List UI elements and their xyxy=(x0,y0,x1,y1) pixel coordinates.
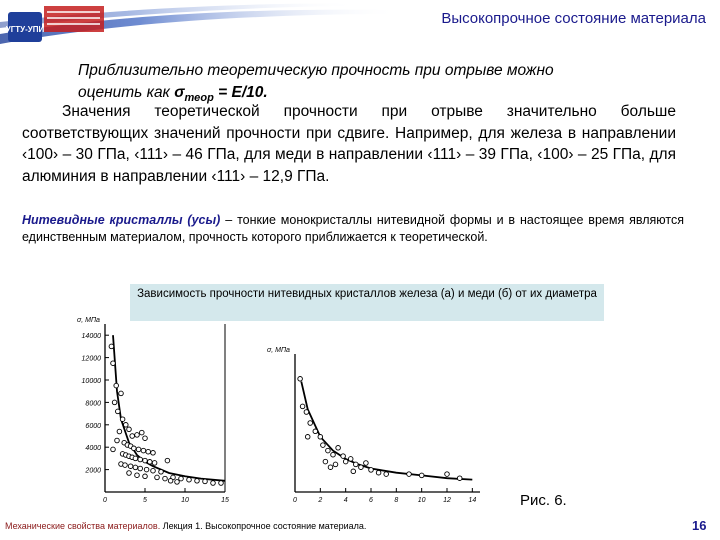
plot2-data-point xyxy=(359,465,364,470)
plot2-x-tick-label: 12 xyxy=(443,497,451,504)
formula-line2-prefix: оценить как xyxy=(78,84,175,101)
plot2-data-point xyxy=(351,469,356,474)
slide-title: Высокопрочное состояние материала xyxy=(441,10,706,27)
plot2-data-point xyxy=(326,448,331,453)
whiskers-term: Нитевидные кристаллы (усы) xyxy=(22,213,221,227)
footer-course: Механические свойства материалов. xyxy=(5,521,161,531)
plot1-data-point xyxy=(111,361,116,366)
plot1-data-point xyxy=(115,438,120,443)
plot1-data-point xyxy=(165,458,170,463)
figure-plots xyxy=(60,310,480,525)
svg-text:УГТУ-УПИ: УГТУ-УПИ xyxy=(6,25,45,34)
plot1-y-tick-label: 10000 xyxy=(81,378,101,385)
plot1-data-point xyxy=(112,400,117,405)
plot1-data-point xyxy=(151,451,156,456)
plot2-data-point xyxy=(354,462,359,467)
plot2-data-point xyxy=(331,452,336,457)
plot1-data-point xyxy=(140,430,145,435)
plot1-data-point xyxy=(155,475,160,480)
plot2-x-tick-label: 14 xyxy=(468,497,477,504)
plot1-data-point xyxy=(120,417,125,422)
paragraph1-text: Значения теоретической прочности при отрыве значительно больше соответствующих значений прочности при сдвиге. Например, для железа в направлении ‹100› – 30 ГПа, ‹111› – 46 ГПа, для меди в направлении ‹111› – 39 ГПа, ‹100› – 25 ГПа, для алюминия в направлении ‹111› – 12,9 ГПа. xyxy=(22,103,676,185)
plot1-y-label: σ, МПа xyxy=(77,317,100,324)
plot1-data-point xyxy=(163,476,168,481)
plot2-data-point xyxy=(341,454,346,459)
plot2-data-point xyxy=(348,457,353,462)
plot1-data-point xyxy=(114,383,119,388)
plot1-data-point xyxy=(152,461,157,466)
plot1-data-point xyxy=(138,466,143,471)
plot2-x-tick-label: 10 xyxy=(417,497,426,504)
formula-line2-suffix: = E/10. xyxy=(213,84,268,101)
plot1-data-point xyxy=(116,409,121,414)
plot1-x-tick-label: 0 xyxy=(103,497,107,504)
plot1-data-point xyxy=(151,468,156,473)
plot2-data-point xyxy=(384,472,389,477)
plot2-data-point xyxy=(457,476,462,481)
plot2-data-point xyxy=(300,404,305,409)
plot1-data-point xyxy=(159,470,164,475)
plot2-data-point xyxy=(445,472,450,477)
plot2-x-tick-label: 6 xyxy=(369,497,373,504)
plot1-x-tick-label: 5 xyxy=(143,497,147,504)
plot1-data-point xyxy=(187,477,192,482)
plot2-data-point xyxy=(298,377,303,382)
plot1-data-point xyxy=(168,479,173,484)
plot2-data-point xyxy=(305,435,310,440)
page-number: 16 xyxy=(692,518,707,533)
figure-label: Рис. 6. xyxy=(520,492,567,509)
plot1-data-point xyxy=(179,476,184,481)
plot1-y-tick-label: 4000 xyxy=(85,445,101,453)
plot2-x-tick-label: 2 xyxy=(318,497,323,504)
plot1-data-point xyxy=(123,463,128,468)
plot1-y-tick-label: 12000 xyxy=(81,355,101,363)
plot1-x-tick-label: 15 xyxy=(221,497,229,504)
plot2-data-point xyxy=(364,461,369,466)
plot1-data-point xyxy=(133,465,138,470)
plot2-data-point xyxy=(308,421,313,426)
plot1-data-point xyxy=(143,474,148,479)
plot1-data-point xyxy=(133,456,138,461)
plot1-y-tick-label: 8000 xyxy=(85,400,101,408)
plot2-fit-curve xyxy=(301,382,472,480)
formula-line1: Приблизительно теоретическую прочность при отрыве можно xyxy=(78,62,554,79)
plot1-data-point xyxy=(127,427,132,432)
plot1-y-tick-label: 6000 xyxy=(85,422,101,430)
plot1-data-point xyxy=(132,446,137,451)
sigma-subscript: теор xyxy=(184,92,214,105)
plot1-data-point xyxy=(138,457,143,462)
plot1-data-point xyxy=(135,433,140,438)
plot1-data-point xyxy=(144,467,149,472)
plot2-y-label: σ, МПа xyxy=(267,347,290,354)
plot1-data-point xyxy=(195,479,200,484)
plot1-data-point xyxy=(111,447,116,452)
plot1-data-point xyxy=(141,448,146,453)
plot2-data-point xyxy=(313,429,318,434)
plot1-data-point xyxy=(175,480,180,485)
plot1-data-point xyxy=(143,436,148,441)
plot1-data-point xyxy=(148,460,153,465)
plot2-data-point xyxy=(318,435,323,440)
plot1-data-point xyxy=(124,423,129,428)
sigma-symbol: σ xyxy=(174,84,185,101)
plot1-data-point xyxy=(211,481,216,486)
plot2-data-point xyxy=(376,470,381,475)
plot2-data-point xyxy=(336,446,341,451)
plot1-data-point xyxy=(146,449,151,454)
plot1-data-point xyxy=(127,471,132,476)
plot2-data-point xyxy=(304,410,309,415)
plot2-data-point xyxy=(333,462,338,467)
footer-lecture: Лекция 1. Высокопрочное состояние материала. xyxy=(160,521,367,531)
figure-caption: Зависимость прочности нитевидных кристаллов железа (а) и меди (б) от их диаметра xyxy=(130,284,604,321)
plot2-data-point xyxy=(328,465,333,470)
plot1-data-point xyxy=(219,481,224,486)
footer xyxy=(5,521,366,531)
plot2-data-point xyxy=(323,459,328,464)
whiskers-text: – тонкие монокристаллы нитевидной формы и в настоящее время являются единственным материалом, прочность которого приближается к теоретической. xyxy=(22,213,684,244)
plot1-data-point xyxy=(135,473,140,478)
plot1-data-point xyxy=(136,447,141,452)
plot2-data-point xyxy=(343,459,348,464)
plot2-data-point xyxy=(407,472,412,477)
plot2-data-point xyxy=(321,443,326,448)
plot1-data-point xyxy=(143,458,148,463)
plot1-data-point xyxy=(117,429,122,434)
paragraph-theoretical-strength xyxy=(22,101,676,187)
paragraph-whiskers xyxy=(22,212,684,246)
plot2-data-point xyxy=(419,473,424,478)
university-logo xyxy=(6,2,106,52)
plot1-data-point xyxy=(203,479,208,484)
plot1-x-tick-label: 10 xyxy=(181,497,189,504)
plot1-data-point xyxy=(128,464,133,469)
plot1-y-tick-label: 14000 xyxy=(81,333,101,341)
plot1-data-point xyxy=(130,434,135,439)
plot1-data-point xyxy=(119,391,124,396)
plot2-data-point xyxy=(369,468,374,473)
plot1-data-point xyxy=(109,344,114,349)
plot2-x-tick-label: 8 xyxy=(394,497,399,504)
plot2-x-tick-label: 4 xyxy=(343,497,348,504)
plot1-y-tick-label: 2000 xyxy=(85,467,101,475)
plot2-x-tick-label: 0 xyxy=(293,497,297,504)
scatter-plots-svg xyxy=(60,310,480,525)
